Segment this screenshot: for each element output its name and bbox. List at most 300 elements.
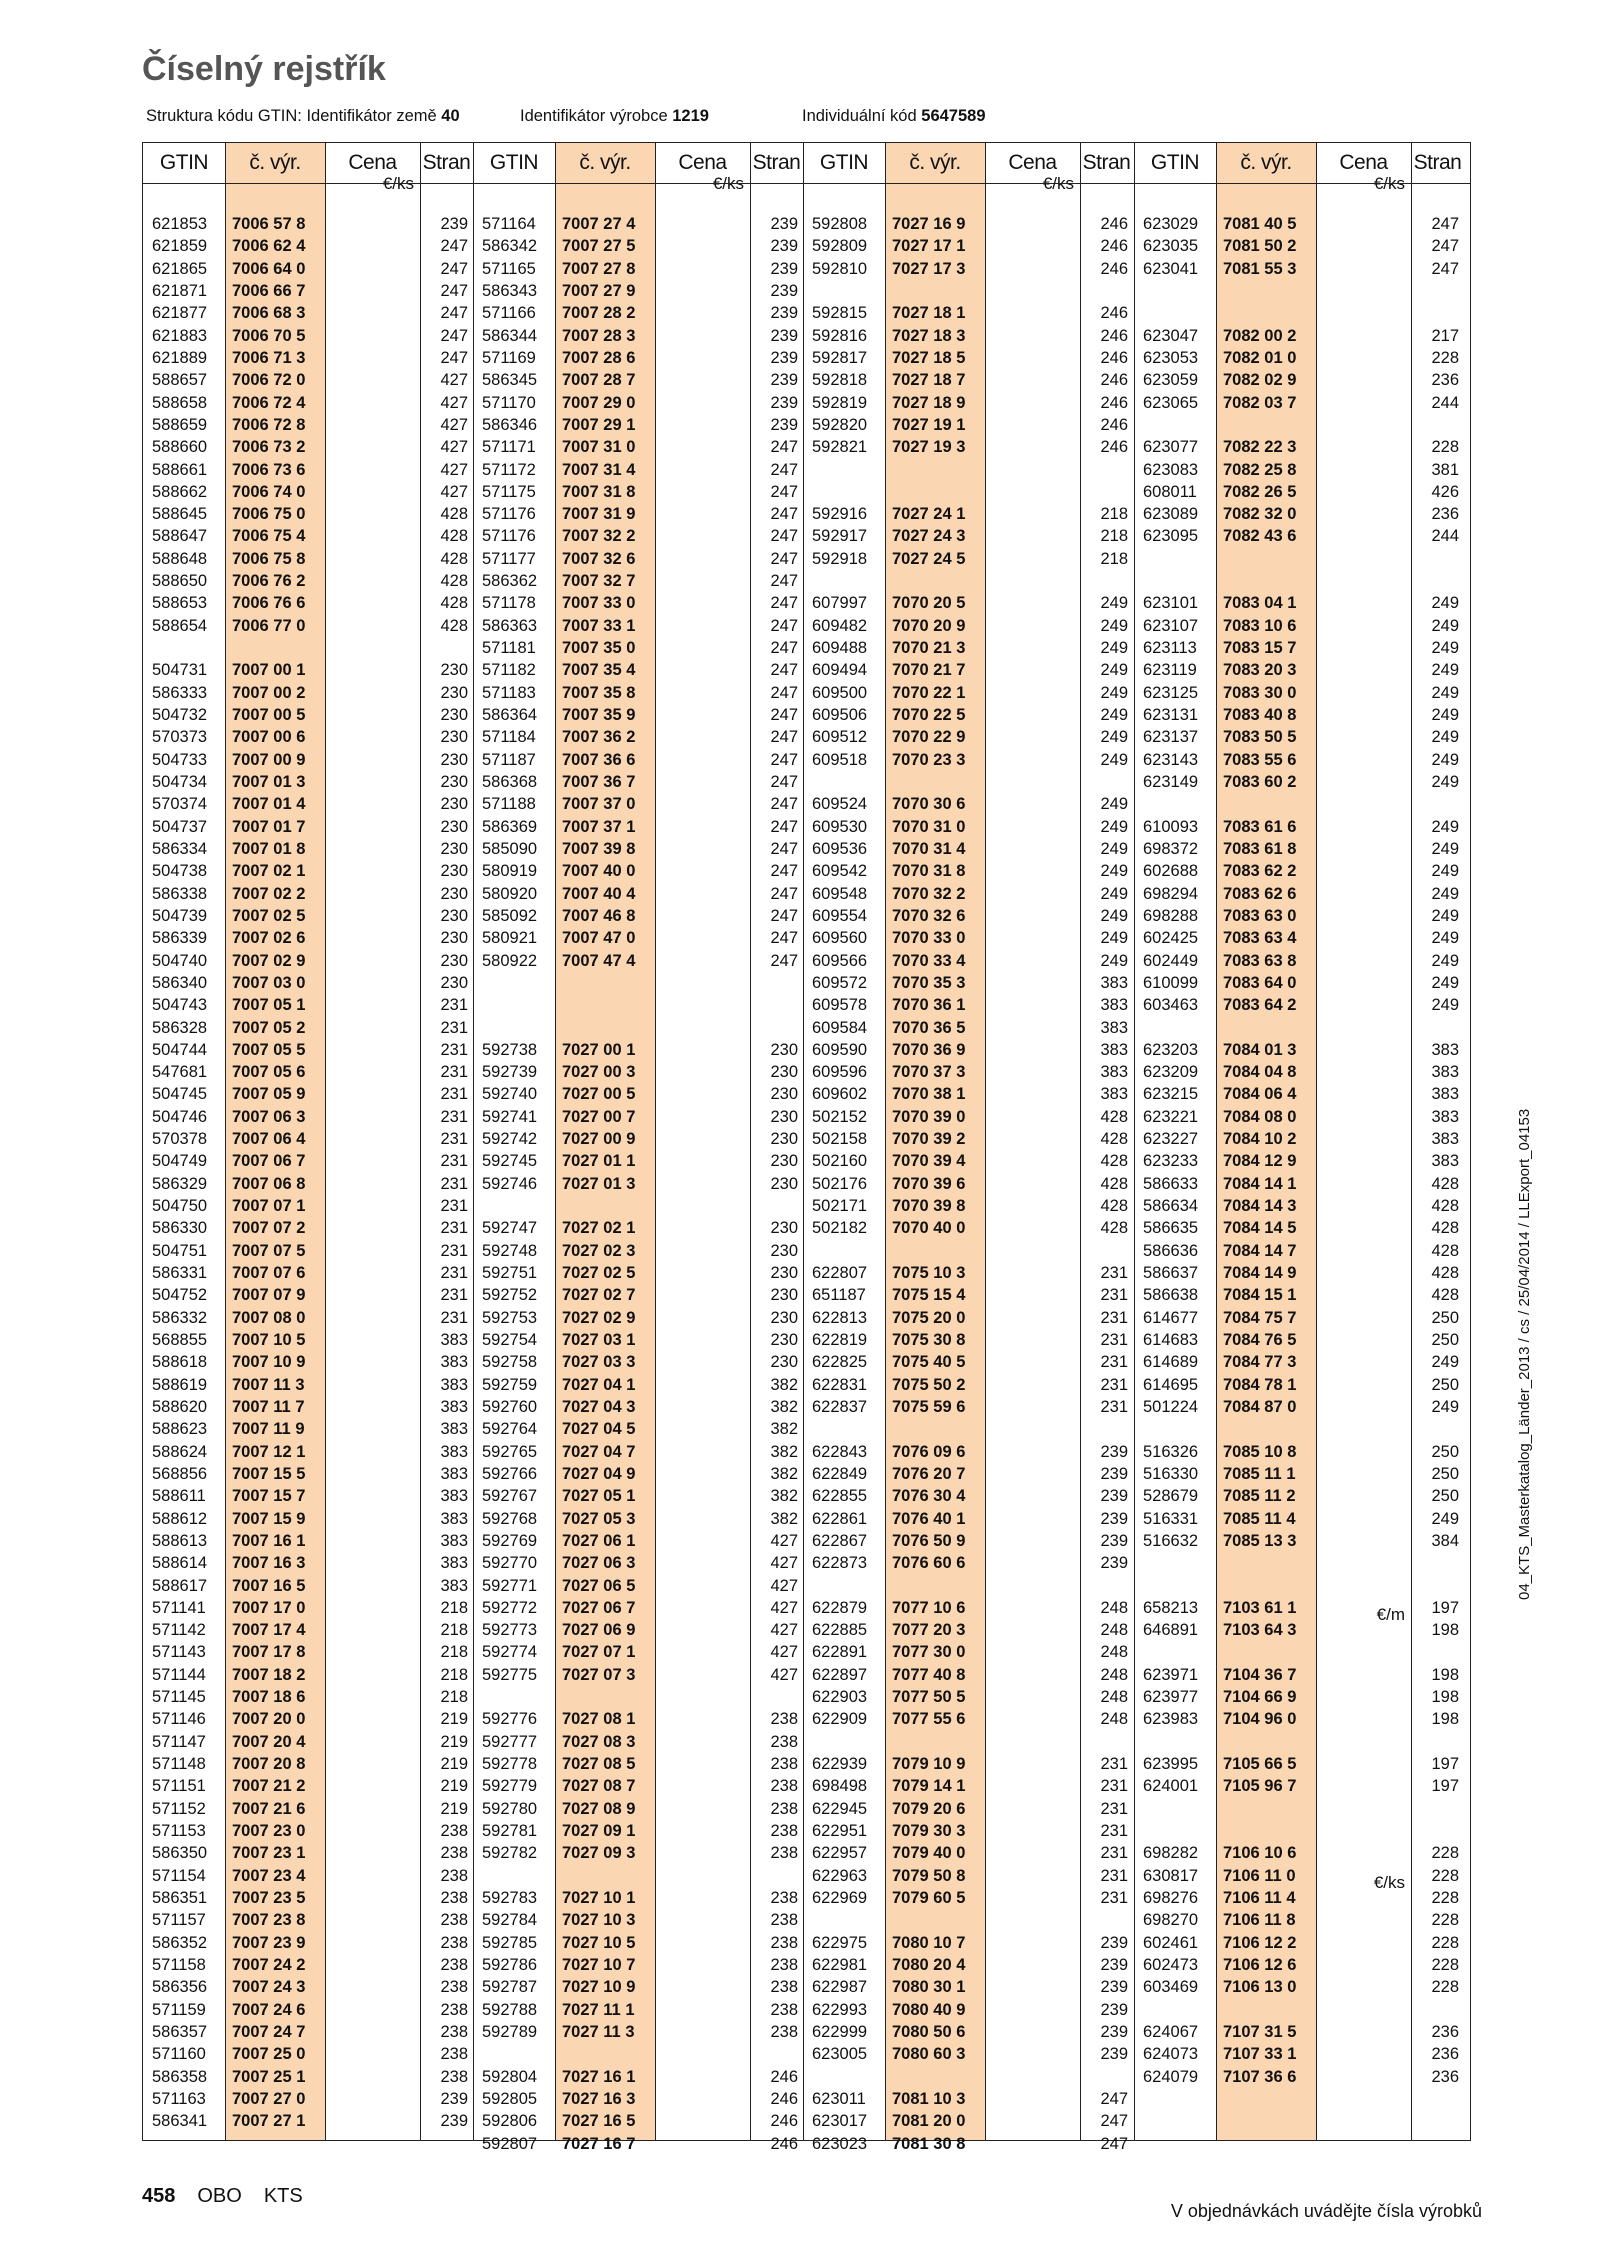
page-footer — [142, 2185, 325, 2208]
page-cell: 383 — [1100, 973, 1128, 992]
price-unit-label: €/ks — [712, 174, 744, 193]
product-number-cell: 7105 66 5 — [1223, 1755, 1297, 1774]
product-number-cell: 7006 62 4 — [232, 237, 306, 256]
page-cell: 249 — [1100, 906, 1128, 925]
gtin-cell: 592754 — [482, 1331, 538, 1349]
page-cell: 383 — [1100, 996, 1128, 1015]
gtin-cell: 622969 — [812, 1889, 868, 1907]
product-number-cell: 7081 30 8 — [892, 2134, 966, 2153]
footer-brand-obo: OBO — [197, 2185, 242, 2207]
product-number-cell: 7084 14 7 — [1223, 1241, 1297, 1260]
column-header-product-number: č. výr. — [579, 151, 631, 174]
price-unit-label: €/ks — [1042, 174, 1074, 193]
page-cell: 427 — [440, 482, 468, 501]
product-number-cell: 7075 40 5 — [892, 1353, 966, 1372]
product-number-cell: 7027 19 1 — [892, 415, 966, 434]
product-number-cell: 7027 06 9 — [562, 1621, 636, 1640]
page-cell: 247 — [770, 706, 798, 725]
gtin-cell: 592775 — [482, 1665, 538, 1684]
product-number-cell: 7080 30 1 — [892, 1978, 966, 1997]
page-cell: 230 — [770, 1174, 798, 1193]
gtin-cell: 504750 — [152, 1197, 208, 1216]
page-cell: 238 — [770, 1911, 798, 1930]
gtin-cell: 586358 — [152, 2067, 208, 2086]
page-cell: 231 — [1100, 1889, 1128, 1907]
page-cell: 230 — [770, 1085, 798, 1104]
gtin-cell: 586369 — [482, 817, 538, 836]
gtin-cell: 602461 — [1143, 1933, 1199, 1952]
page-cell: 428 — [1431, 1286, 1459, 1305]
product-number-cell: 7007 16 5 — [232, 1576, 306, 1595]
page-cell: 218 — [1100, 549, 1128, 568]
gtin-cell: 623995 — [1143, 1755, 1199, 1774]
page-cell: 383 — [440, 1331, 468, 1349]
product-number-cell: 7027 16 1 — [562, 2067, 636, 2086]
gtin-cell: 622999 — [812, 2022, 868, 2041]
gtin-cell: 622903 — [812, 1688, 868, 1707]
page-cell: 231 — [1100, 1777, 1128, 1796]
gtin-cell: 571177 — [482, 549, 536, 568]
product-number-cell: 7007 10 9 — [232, 1353, 306, 1372]
gtin-cell: 586345 — [482, 371, 538, 390]
page-cell: 239 — [1100, 2022, 1128, 2041]
page-cell: 249 — [1431, 639, 1459, 658]
page-cell: 248 — [1100, 1688, 1128, 1707]
gtin-cell: 623125 — [1143, 683, 1199, 702]
gtin-cell: 623227 — [1143, 1130, 1199, 1149]
column-header-price: Cena — [678, 151, 727, 174]
gtin-cell: 622891 — [812, 1643, 868, 1662]
page-cell: 382 — [770, 1509, 798, 1528]
page-cell: 230 — [440, 884, 468, 903]
product-number-cell: 7083 62 2 — [1223, 862, 1297, 881]
product-number-cell: 7027 04 7 — [562, 1442, 636, 1461]
page-cell: 239 — [440, 2089, 468, 2108]
gtin-cell: 516326 — [1143, 1442, 1199, 1461]
gtin-cell: 623233 — [1143, 1152, 1199, 1171]
gtin-cell: 623011 — [812, 2089, 866, 2108]
gtin-cell: 624001 — [1143, 1777, 1199, 1796]
gtin-cell: 603463 — [1143, 996, 1199, 1015]
product-number-cell: 7006 73 2 — [232, 438, 306, 457]
product-number-cell: 7027 01 1 — [562, 1152, 636, 1171]
page-cell: 383 — [1100, 1085, 1128, 1104]
page-cell: 247 — [770, 527, 798, 546]
page-cell: 217 — [1431, 326, 1459, 345]
gtin-cell: 504744 — [152, 1040, 208, 1059]
gtin-cell: 622885 — [812, 1621, 868, 1640]
product-number-cell: 7083 15 7 — [1223, 639, 1297, 658]
product-number-cell: 7079 20 6 — [892, 1799, 966, 1818]
product-number-cell: 7079 14 1 — [892, 1777, 966, 1796]
page-cell: 228 — [1431, 1866, 1459, 1885]
gtin-cell: 609500 — [812, 683, 868, 702]
gtin-cell: 614677 — [1143, 1308, 1199, 1327]
gtin-cell: 623047 — [1143, 326, 1199, 345]
page-cell: 381 — [1431, 460, 1459, 479]
page-cell: 218 — [440, 1621, 468, 1640]
page-cell: 249 — [1431, 594, 1459, 613]
product-number-cell: 7103 64 3 — [1223, 1621, 1297, 1640]
page-cell: 247 — [770, 817, 798, 836]
product-number-cell: 7075 59 6 — [892, 1397, 966, 1416]
gtin-cell: 592804 — [482, 2067, 538, 2086]
product-number-cell: 7027 06 1 — [562, 1531, 636, 1550]
page-cell: 248 — [1100, 1598, 1128, 1617]
page-cell: 249 — [1431, 750, 1459, 769]
gtin-cell: 623095 — [1143, 527, 1199, 546]
page-cell: 239 — [1100, 1509, 1128, 1528]
gtin-cell: 622951 — [812, 1822, 868, 1841]
gtin-cell: 586329 — [152, 1174, 208, 1193]
page-cell: 247 — [440, 281, 468, 300]
page-cell: 383 — [1431, 1107, 1459, 1126]
gtin-cell: 603469 — [1143, 1978, 1199, 1997]
gtin-cell: 592777 — [482, 1732, 538, 1751]
product-number-cell: 7083 30 0 — [1223, 683, 1297, 702]
gtin-cell: 592740 — [482, 1085, 538, 1104]
column-header-price: Cena — [1008, 151, 1057, 174]
page-cell: 230 — [770, 1219, 798, 1238]
product-number-cell: 7027 02 5 — [562, 1264, 636, 1283]
product-number-cell: 7007 15 7 — [232, 1487, 306, 1506]
gtin-cell: 623971 — [1143, 1665, 1199, 1684]
gtin-cell: 592774 — [482, 1643, 538, 1662]
gtin-cell: 586633 — [1143, 1174, 1199, 1193]
gtin-cell: 602473 — [1143, 1955, 1199, 1974]
gtin-cell: 502182 — [812, 1219, 868, 1238]
product-number-cell: 7070 39 0 — [892, 1107, 966, 1126]
page-cell: 247 — [440, 304, 468, 323]
gtin-cell: 698372 — [1143, 839, 1199, 858]
page-cell: 383 — [440, 1576, 468, 1595]
product-number-cell: 7070 32 2 — [892, 884, 966, 903]
gtin-cell: 571154 — [152, 1866, 206, 1885]
gtin-cell: 588612 — [152, 1509, 208, 1528]
page-cell: 244 — [1431, 527, 1459, 546]
product-number-cell: 7007 06 8 — [232, 1174, 306, 1193]
product-number-cell: 7027 19 3 — [892, 438, 966, 457]
product-number-cell: 7070 33 4 — [892, 951, 966, 970]
page-cell: 230 — [440, 951, 468, 970]
product-number-cell: 7083 20 3 — [1223, 661, 1297, 680]
product-number-cell: 7007 07 1 — [232, 1197, 306, 1216]
gtin-cell: 592765 — [482, 1442, 538, 1461]
gtin-cell: 571142 — [152, 1621, 206, 1640]
page-cell: 228 — [1431, 1844, 1459, 1863]
page-cell: 247 — [770, 862, 798, 881]
page-cell: 249 — [1100, 884, 1128, 903]
page-cell: 219 — [440, 1732, 468, 1751]
column-header-product-number: č. výr. — [1240, 151, 1292, 174]
gtin-cell: 592751 — [482, 1264, 538, 1283]
page-cell: 246 — [1100, 393, 1128, 412]
product-number-cell: 7027 08 7 — [562, 1777, 636, 1796]
page-cell: 247 — [770, 482, 798, 501]
product-number-cell: 7083 61 8 — [1223, 839, 1297, 858]
page-cell: 236 — [1431, 505, 1459, 524]
gtin-cell: 588620 — [152, 1397, 208, 1416]
product-number-cell: 7082 00 2 — [1223, 326, 1297, 345]
product-number-cell: 7082 02 9 — [1223, 371, 1297, 390]
page-cell: 383 — [1100, 1018, 1128, 1037]
page-cell: 428 — [1100, 1219, 1128, 1238]
product-number-cell: 7027 16 5 — [562, 2112, 636, 2131]
page-cell: 250 — [1431, 1487, 1459, 1506]
gtin-cell: 586351 — [152, 1889, 208, 1907]
product-number-cell: 7079 10 9 — [892, 1755, 966, 1774]
product-number-cell: 7007 00 1 — [232, 661, 306, 680]
gtin-cell: 571178 — [482, 594, 536, 613]
gtin-cell: 592778 — [482, 1755, 538, 1774]
product-number-cell: 7007 31 8 — [562, 482, 636, 501]
page-cell: 238 — [440, 1866, 468, 1885]
gtin-cell: 571182 — [482, 661, 536, 680]
page-cell: 428 — [1431, 1241, 1459, 1260]
gtin-cell: 586352 — [152, 1933, 208, 1952]
gtin-cell: 624073 — [1143, 2045, 1199, 2064]
page-cell: 219 — [440, 1755, 468, 1774]
gtin-cell: 504740 — [152, 951, 208, 970]
product-number-cell: 7027 18 1 — [892, 304, 966, 323]
product-number-cell: 7007 25 0 — [232, 2045, 306, 2064]
product-number-cell: 7007 05 1 — [232, 996, 306, 1015]
page-cell: 238 — [770, 1844, 798, 1863]
page-cell: 231 — [1100, 1755, 1128, 1774]
product-number-cell: 7027 04 9 — [562, 1464, 636, 1483]
page-cell: 238 — [440, 1978, 468, 1997]
page-cell: 218 — [440, 1598, 468, 1617]
page-cell: 238 — [770, 1933, 798, 1952]
page-cell: 230 — [440, 795, 468, 814]
page-cell: 239 — [770, 415, 798, 434]
product-number-cell: 7007 29 0 — [562, 393, 636, 412]
gtin-cell: 588654 — [152, 616, 208, 635]
page-cell: 246 — [770, 2134, 798, 2153]
product-number-cell: 7083 63 8 — [1223, 951, 1297, 970]
page-cell: 230 — [770, 1152, 798, 1171]
gtin-cell: 658213 — [1143, 1598, 1199, 1617]
page-cell: 238 — [770, 1889, 798, 1907]
column-divider — [1216, 143, 1217, 2140]
column-divider — [325, 143, 326, 2140]
product-number-cell: 7084 14 1 — [1223, 1174, 1297, 1193]
page-cell: 239 — [1100, 2045, 1128, 2064]
page-title: Číselný rejstřík — [142, 50, 386, 88]
gtin-cell: 623983 — [1143, 1710, 1199, 1729]
page-cell: 427 — [770, 1598, 798, 1617]
product-number-cell: 7075 30 8 — [892, 1331, 966, 1349]
page-cell: 198 — [1431, 1688, 1459, 1707]
page-cell: 249 — [1100, 750, 1128, 769]
product-number-cell: 7007 27 4 — [562, 215, 636, 233]
page-cell: 247 — [770, 750, 798, 769]
product-number-cell: 7007 47 0 — [562, 929, 636, 948]
page-cell: 427 — [440, 371, 468, 390]
gtin-cell: 622993 — [812, 2000, 868, 2019]
page-cell: 248 — [1100, 1643, 1128, 1662]
gtin-cell: 592746 — [482, 1174, 538, 1193]
page-cell: 231 — [440, 1040, 468, 1059]
product-number-cell: 7084 14 5 — [1223, 1219, 1297, 1238]
product-number-cell: 7027 16 7 — [562, 2134, 636, 2153]
gtin-cell: 588611 — [152, 1487, 206, 1506]
page-cell: 238 — [770, 1732, 798, 1751]
page-cell: 230 — [770, 1331, 798, 1349]
product-number-cell: 7070 36 5 — [892, 1018, 966, 1037]
product-number-cell: 7007 32 7 — [562, 572, 636, 591]
page-cell: 428 — [1431, 1264, 1459, 1283]
gtin-cell: 592789 — [482, 2022, 538, 2041]
product-number-cell: 7007 02 6 — [232, 929, 306, 948]
footer-brand-kts: KTS — [263, 2185, 303, 2207]
product-number-cell: 7007 12 1 — [232, 1442, 306, 1461]
product-number-cell: 7070 30 6 — [892, 795, 966, 814]
gtin-cell: 610093 — [1143, 817, 1199, 836]
product-number-cell: 7007 01 3 — [232, 773, 306, 791]
page-cell: 428 — [440, 572, 468, 591]
gtin-cell: 623977 — [1143, 1688, 1199, 1707]
page-cell: 246 — [1100, 326, 1128, 345]
gtin-cell: 504731 — [152, 661, 208, 680]
page-cell: 246 — [770, 2089, 798, 2108]
page-cell: 247 — [770, 839, 798, 858]
product-number-cell: 7007 20 0 — [232, 1710, 306, 1729]
product-number-cell: 7007 02 2 — [232, 884, 306, 903]
page-cell: 250 — [1431, 1308, 1459, 1327]
product-number-cell: 7007 25 1 — [232, 2067, 306, 2086]
column-header-gtin: GTIN — [819, 151, 869, 174]
product-number-cell: 7007 01 7 — [232, 817, 306, 836]
product-number-cell: 7083 61 6 — [1223, 817, 1297, 836]
gtin-cell: 592742 — [482, 1130, 538, 1149]
gtin-cell: 592771 — [482, 1576, 538, 1595]
product-number-cell: 7082 25 8 — [1223, 460, 1297, 479]
gtin-cell: 586339 — [152, 929, 208, 948]
gtin-cell: 586356 — [152, 1978, 208, 1997]
product-number-cell: 7006 76 2 — [232, 572, 306, 591]
gtin-cell: 502158 — [812, 1130, 868, 1149]
product-number-cell: 7084 04 8 — [1223, 1063, 1297, 1082]
page-cell: 219 — [440, 1799, 468, 1818]
product-number-cell: 7070 39 4 — [892, 1152, 966, 1171]
page-cell: 238 — [770, 1777, 798, 1796]
product-number-cell: 7007 24 7 — [232, 2022, 306, 2041]
page-cell: 239 — [770, 215, 798, 233]
gtin-cell: 623107 — [1143, 616, 1199, 635]
page-cell: 238 — [770, 1955, 798, 1974]
gtin-cell: 571172 — [482, 460, 536, 479]
page-cell: 231 — [440, 1264, 468, 1283]
product-number-cell: 7007 40 0 — [562, 862, 636, 881]
page-cell: 247 — [440, 326, 468, 345]
product-number-cell: 7107 31 5 — [1223, 2022, 1297, 2041]
product-number-cell: 7027 10 3 — [562, 1911, 636, 1930]
page-cell: 231 — [1100, 1397, 1128, 1416]
product-number-cell: 7027 08 3 — [562, 1732, 636, 1751]
product-number-cell: 7081 10 3 — [892, 2089, 966, 2108]
page-cell: 239 — [770, 281, 798, 300]
page-cell: 218 — [440, 1665, 468, 1684]
column-header-gtin: GTIN — [489, 151, 539, 174]
page-cell: 247 — [770, 795, 798, 814]
gtin-cell: 588624 — [152, 1442, 208, 1461]
product-number-cell: 7027 11 3 — [562, 2022, 635, 2041]
gtin-cell: 623029 — [1143, 215, 1199, 233]
page-cell: 231 — [1100, 1822, 1128, 1841]
gtin-cell: 592808 — [812, 215, 868, 233]
gtin-cell: 622957 — [812, 1844, 868, 1863]
page-cell: 230 — [440, 839, 468, 858]
product-number-cell: 7007 32 6 — [562, 549, 636, 568]
gtin-cell: 586636 — [1143, 1241, 1199, 1260]
page-cell: 238 — [770, 2000, 798, 2019]
gtin-cell: 592807 — [482, 2134, 538, 2153]
page-cell: 238 — [440, 1889, 468, 1907]
product-number-cell: 7070 39 8 — [892, 1197, 966, 1216]
product-number-cell: 7106 12 6 — [1223, 1955, 1297, 1974]
gtin-cell: 586368 — [482, 773, 538, 791]
page-cell: 239 — [1100, 1978, 1128, 1997]
page-cell: 239 — [1100, 1955, 1128, 1974]
gtin-cell: 592917 — [812, 527, 868, 546]
page-cell: 247 — [440, 237, 468, 256]
product-number-cell: 7027 11 1 — [562, 2000, 635, 2019]
product-number-cell: 7007 35 4 — [562, 661, 636, 680]
product-number-cell: 7070 22 9 — [892, 728, 966, 747]
page-cell: 218 — [1100, 527, 1128, 546]
page-cell: 228 — [1431, 1978, 1459, 1997]
page-cell: 247 — [1431, 215, 1459, 233]
product-number-cell: 7076 60 6 — [892, 1554, 966, 1573]
gtin-cell: 586340 — [152, 973, 208, 992]
page-cell: 428 — [1431, 1197, 1459, 1216]
page-cell: 230 — [770, 1286, 798, 1305]
product-number-cell: 7027 17 3 — [892, 259, 966, 278]
gtin-cell: 623053 — [1143, 348, 1199, 367]
group-divider — [473, 143, 474, 2140]
gtin-cell: 592809 — [812, 237, 868, 256]
gtin-cell: 586338 — [152, 884, 208, 903]
page-cell: 231 — [1100, 1866, 1128, 1885]
gtin-cell: 580920 — [482, 884, 538, 903]
page-cell: 239 — [770, 393, 798, 412]
page-cell: 247 — [1100, 2134, 1128, 2153]
gtin-cell: 592779 — [482, 1777, 538, 1796]
gtin-cell: 592806 — [482, 2112, 538, 2131]
gtin-cell: 698498 — [812, 1777, 868, 1796]
page-cell: 197 — [1431, 1598, 1459, 1617]
product-number-cell: 7084 12 9 — [1223, 1152, 1297, 1171]
gtin-cell: 588623 — [152, 1420, 208, 1439]
page-cell: 247 — [770, 505, 798, 524]
gtin-cell: 592786 — [482, 1955, 538, 1974]
gtin-cell: 609548 — [812, 884, 868, 903]
product-number-cell: 7070 21 3 — [892, 639, 966, 658]
product-number-cell: 7007 27 5 — [562, 237, 636, 256]
gtin-cell: 592739 — [482, 1063, 538, 1082]
product-number-cell: 7081 40 5 — [1223, 215, 1297, 233]
page-cell: 247 — [770, 549, 798, 568]
product-number-cell: 7077 50 5 — [892, 1688, 966, 1707]
gtin-cell: 621853 — [152, 215, 208, 233]
page-cell: 428 — [440, 594, 468, 613]
page-cell: 383 — [440, 1353, 468, 1372]
page-cell: 428 — [440, 616, 468, 635]
gtin-cell: 623131 — [1143, 706, 1199, 725]
product-number-cell: 7027 01 3 — [562, 1174, 636, 1193]
product-number-cell: 7006 71 3 — [232, 348, 306, 367]
